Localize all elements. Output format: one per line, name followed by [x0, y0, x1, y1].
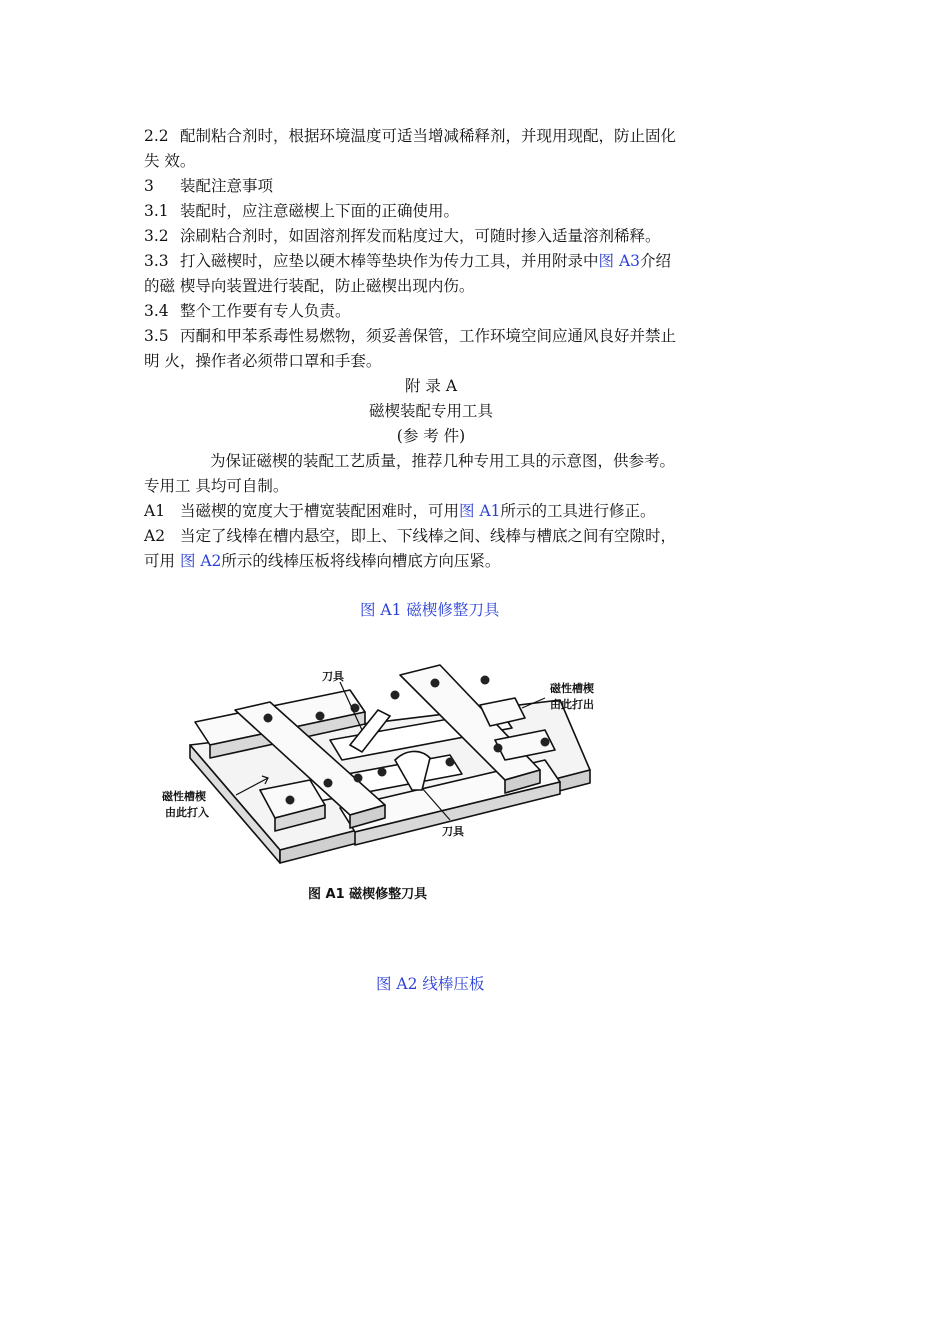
appendix-note: (参 考 件)	[396, 427, 466, 445]
item-number: 2.2	[144, 127, 169, 145]
item-number: 3.4	[144, 302, 169, 320]
paragraph-3-5-cont	[144, 349, 724, 373]
figure-a1-caption-link[interactable]: 图 A1 磁楔修整刀具	[360, 601, 500, 619]
item-text: 装配时，应注意磁楔上下面的正确使用。	[180, 202, 460, 220]
paragraph-3-1	[144, 199, 724, 223]
figure-a2-caption-link[interactable]: 图 A2 线棒压板	[376, 975, 485, 993]
paragraph-3-3	[144, 249, 724, 273]
intro-line-1: 为保证磁楔的装配工艺质量，推荐几种专用工具的示意图，供参考。	[210, 452, 676, 470]
item-text: 介绍	[640, 252, 672, 270]
paragraph-3-4	[144, 299, 724, 323]
item-text: 可用	[144, 552, 180, 570]
link-fig-a3[interactable]: 图 A3	[598, 252, 640, 270]
item-number: A2	[144, 527, 166, 545]
item-number: 3	[144, 177, 154, 195]
item-a1	[144, 499, 724, 523]
intro-line-2: 专用工 具均可自制。	[144, 477, 289, 495]
item-a2	[144, 524, 724, 548]
item-text: 打入磁楔时，应垫以硬木棒等垫块作为传力工具，并用附录中	[180, 252, 599, 270]
paragraph-2-2	[144, 124, 724, 148]
figure-a1-drawing	[150, 650, 610, 920]
paragraph-3-5	[144, 324, 724, 348]
paragraph-3-2	[144, 224, 724, 248]
item-text: 的磁 楔导向装置进行装配，防止磁楔出现内伤。	[144, 277, 475, 295]
item-text: 当定了线棒在槽内悬空，即上、下线棒之间、线棒与槽底之间有空隙时，	[180, 527, 677, 545]
item-text: 整个工作要有专人负责。	[180, 302, 351, 320]
item-text: 明 火，操作者必须带口罩和手套。	[144, 352, 382, 370]
item-text: 装配注意事项	[180, 177, 274, 195]
item-number: A1	[144, 502, 166, 520]
label-wedge-in-2: 由此打入	[165, 806, 209, 819]
label-wedge-in-1: 磁性槽楔	[162, 790, 206, 803]
item-text: 配制粘合剂时，根据环境温度可适当增减稀释剂，并现用现配，防止固化	[180, 127, 677, 145]
paragraph-3-3-cont	[144, 274, 724, 298]
item-a2-cont	[144, 549, 724, 573]
appendix-subtitle: 磁楔装配专用工具	[368, 402, 493, 420]
item-text: 失 效。	[144, 152, 196, 170]
appendix-title: 附 录 A	[404, 377, 458, 395]
item-number: 3.1	[144, 202, 169, 220]
section-3-heading	[144, 174, 724, 198]
item-text: 涂刷粘合剂时，如固溶剂挥发而粘度过大，可随时掺入适量溶剂稀释。	[180, 227, 661, 245]
item-number: 3.5	[144, 327, 169, 345]
label-tool-bottom: 刀具	[442, 825, 464, 838]
label-wedge-out-1: 磁性槽楔	[550, 682, 594, 695]
label-wedge-out-2: 由此打出	[550, 698, 594, 711]
figure-a1-inner-title: 图 A1 磁楔修整刀具	[308, 887, 428, 902]
item-text: 当磁楔的宽度大于槽宽装配困难时，可用	[180, 502, 460, 520]
label-tool-top: 刀具	[322, 670, 344, 683]
paragraph-2-2-cont	[144, 149, 724, 173]
item-text: 所示的工具进行修正。	[500, 502, 656, 520]
link-fig-a2[interactable]: 图 A2	[179, 552, 222, 570]
item-text: 丙酮和甲苯系毒性易燃物，须妥善保管，工作环境空间应通风良好并禁止	[180, 327, 677, 345]
link-fig-a1[interactable]: 图 A1	[459, 502, 501, 520]
item-text: 所示的线棒压板将线棒向槽底方向压紧。	[221, 552, 501, 570]
item-number: 3.2	[144, 227, 169, 245]
item-number: 3.3	[144, 252, 169, 270]
